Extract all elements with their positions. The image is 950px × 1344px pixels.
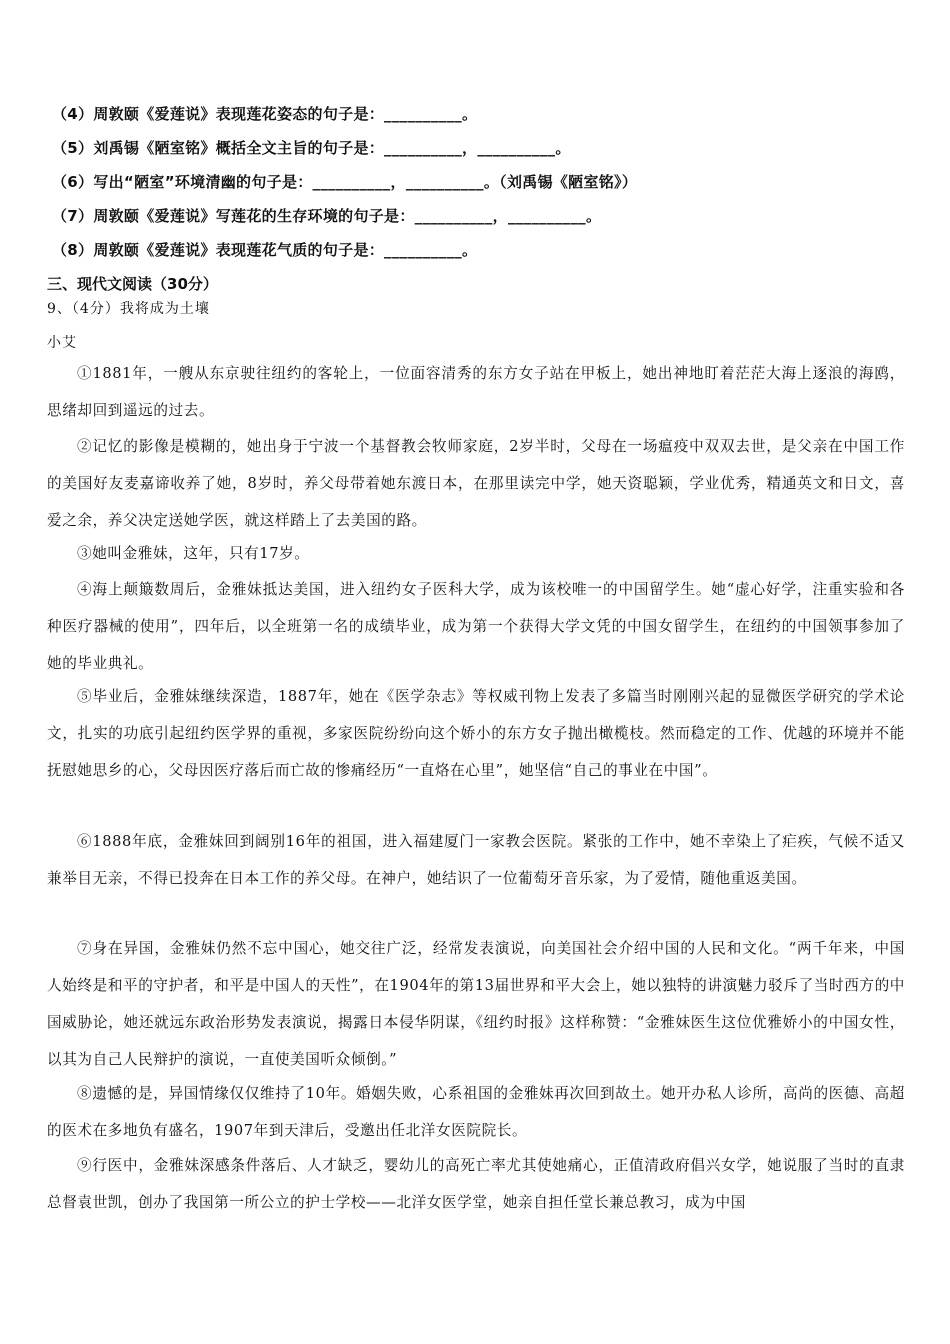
- section-title: 三、现代文阅读（30分）: [47, 275, 218, 293]
- paragraph-2: ②记忆的影像是模糊的，她出身于宁波一个基督教会牧师家庭，2岁半时，父母在一场瘟疫中双双去世，是父亲在中国工作的美国好友麦嘉谛收养了她，8岁时，养父母带着她东渡日本，在那里读完中学，她天资聪颖，学业优秀，精通英文和日文，喜爱之余，养父决定送她学医，就这样踏上了去美国的路。: [47, 438, 905, 529]
- fill-question-4: （4）周敦颐《爱莲说》表现莲花姿态的句子是：__________。: [52, 105, 478, 123]
- fill-question-6: （6）写出“陋室”环境清幽的句子是：__________，__________。（刘禹锡《陋室铭》）: [52, 173, 638, 191]
- paragraph-3: ③她叫金雅妹，这年，只有17岁。: [77, 545, 310, 562]
- question-9-heading: 9、（4分）我将成为土壤: [47, 301, 210, 317]
- paragraph-4: ④海上颠簸数周后，金雅妹抵达美国，进入纽约女子医科大学，成为该校唯一的中国留学生。她“虚心好学，注重实验和各种医疗器械的使用”，四年后，以全班第一名的成绩毕业，成为第一个获得大学文凭的中国女留学生，在纽约的中国领事参加了她的毕业典礼。: [47, 581, 905, 672]
- article-author: 小艾: [47, 335, 77, 351]
- paragraph-7: ⑦身在异国，金雅妹仍然不忘中国心，她交往广泛，经常发表演说，向美国社会介绍中国的人民和文化。“两千年来，中国人始终是和平的守护者，和平是中国人的天性”，在1904年的第13届世界和平大会上，她以独特的讲演魅力驳斥了当时西方的中国威胁论，她还就远东政治形势发表演说，揭露日本侵华阴谋，《纽约时报》这样称赞：“金雅妹医生这位优雅娇小的中国女性，以其为自己人民辩护的演说，一直使美国听众倾倒。”: [47, 940, 905, 1068]
- paragraph-6: ⑥1888年底，金雅妹回到阔别16年的祖国，进入福建厦门一家教会医院。紧张的工作中，她不幸染上了疟疾，气候不适又兼举目无亲，不得已投奔在日本工作的养父母。在神户，她结识了一位葡萄牙音乐家，为了爱情，随他重返美国。: [47, 833, 905, 887]
- paragraph-5: ⑤毕业后，金雅妹继续深造，1887年，她在《医学杂志》等权威刊物上发表了多篇当时刚刚兴起的显微医学研究的学术论文，扎实的功底引起纽约医学界的重视，多家医院纷纷向这个娇小的东方女子抛出橄榄枝。然而稳定的工作、优越的环境并不能抚慰她思乡的心，父母因医疗落后而亡故的惨痛经历“一直烙在心里”，她坚信“自己的事业在中国”。: [47, 688, 905, 779]
- paragraph-1: ①1881年，一艘从东京驶往纽约的客轮上，一位面容清秀的东方女子站在甲板上，她出神地盯着茫茫大海上逐浪的海鸥，思绪却回到遥远的过去。: [47, 365, 905, 419]
- fill-question-5: （5）刘禹锡《陋室铭》概括全文主旨的句子是：__________，__________。: [52, 139, 571, 157]
- paragraph-8: ⑧遗憾的是，异国情缘仅仅维持了10年。婚姻失败，心系祖国的金雅妹再次回到故土。她开办私人诊所，高尚的医德、高超的医术在多地负有盛名，1907年到天津后，受邀出任北洋女医院院长。: [47, 1085, 905, 1139]
- fill-question-8: （8）周敦颐《爱莲说》表现莲花气质的句子是：__________。: [52, 241, 478, 259]
- paragraph-9: ⑨行医中，金雅妹深感条件落后、人才缺乏，婴幼儿的高死亡率尤其使她痛心，正值清政府倡兴女学，她说服了当时的直隶总督袁世凯，创办了我国第一所公立的护士学校——北洋女医学堂，她亲自担任堂长兼总教习，成为中国: [47, 1157, 905, 1211]
- fill-question-7: （7）周敦颐《爱莲说》写莲花的生存环境的句子是：__________，__________。: [52, 207, 602, 225]
